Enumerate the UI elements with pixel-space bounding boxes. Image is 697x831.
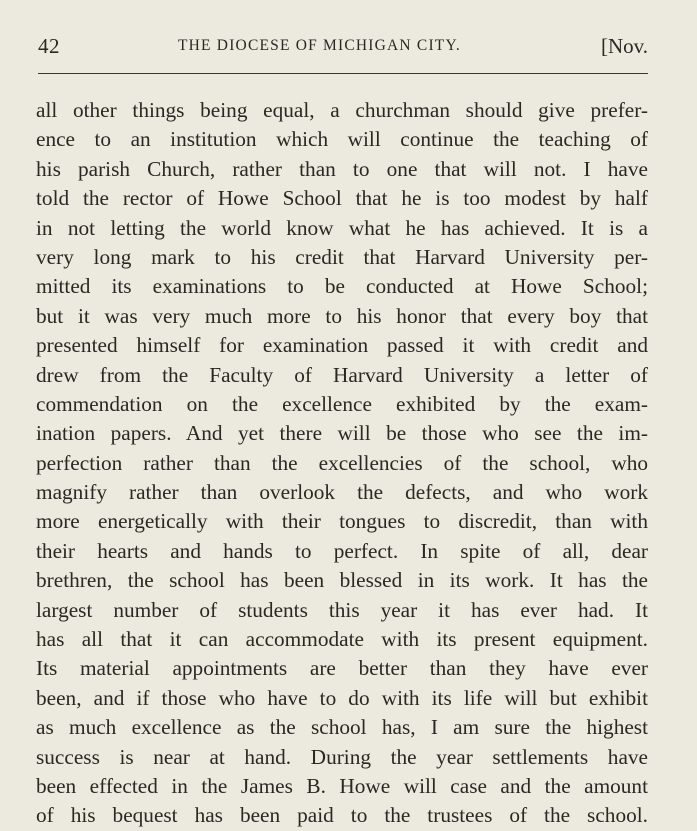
running-head — [38, 34, 648, 60]
text-line: of his bequest has been paid to the trustees of the school. — [36, 803, 648, 828]
text-line: his parish Church, rather than to one that will not. I have — [36, 156, 648, 181]
text-line: perfection rather than the excellencies of the school, who — [36, 450, 648, 475]
body-paragraph — [36, 96, 648, 831]
text-line: mitted its examinations to be conducted at Howe School; — [36, 274, 648, 299]
text-line: ination papers. And yet there will be those who see the im- — [36, 421, 648, 446]
header-rule — [38, 73, 648, 74]
text-line: in not letting the world know what he has achieved. It is a — [36, 215, 648, 240]
text-line: commendation on the excellence exhibited by the exam- — [36, 391, 648, 416]
text-line: been, and if those who have to do with its life will but exhibit — [36, 685, 648, 710]
text-line: brethren, the school has been blessed in its work. It has the — [36, 568, 648, 593]
running-title: THE DIOCESE OF MICHIGAN CITY. — [178, 37, 461, 54]
text-line: Its material appointments are better than they have ever — [36, 656, 648, 681]
text-line: ence to an institution which will continue the teaching of — [36, 127, 648, 152]
text-line: presented himself for examination passed it with credit and — [36, 333, 648, 358]
text-line: drew from the Faculty of Harvard University a letter of — [36, 362, 648, 387]
text-line: told the rector of Howe School that he is too modest by half — [36, 186, 648, 211]
text-line: magnify rather than overlook the defects, and who work — [36, 480, 648, 505]
text-line: all other things being equal, a churchman should give prefer- — [36, 98, 648, 122]
text-line: but it was very much more to his honor that every boy that — [36, 303, 648, 328]
running-date: [Nov. — [600, 34, 648, 58]
page-number: 42 — [38, 34, 60, 58]
text-line: as much excellence as the school has, I am sure the highest — [36, 715, 648, 740]
text-line: been effected in the James B. Howe will case and the amount — [36, 773, 648, 798]
text-line: largest number of students this year it has ever had. It — [36, 597, 648, 622]
text-line: more energetically with their tongues to discredit, than with — [36, 509, 648, 534]
text-line: their hearts and hands to perfect. In spite of all, dear — [36, 538, 648, 563]
text-line: has all that it can accommodate with its present equipment. — [36, 627, 648, 652]
text-line: success is near at hand. During the year settlements have — [36, 744, 648, 769]
text-line: very long mark to his credit that Harvard University per- — [36, 244, 648, 269]
